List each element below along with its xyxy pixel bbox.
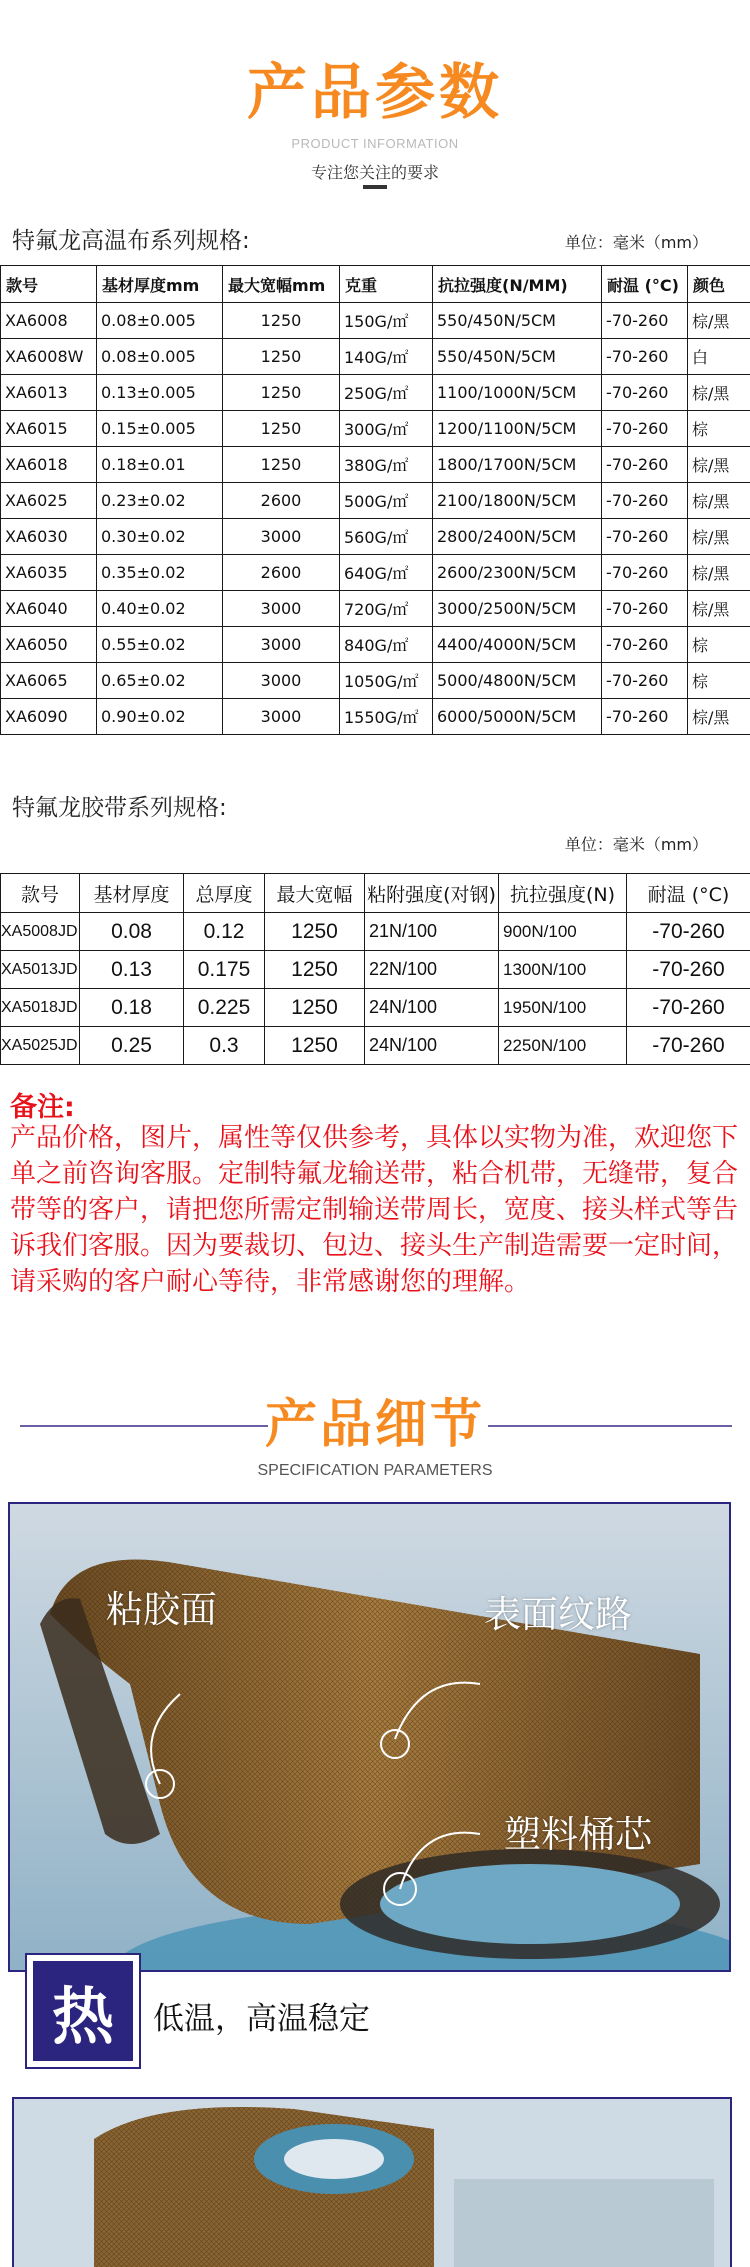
table-row [1,339,750,375]
table-cell: 白 [688,339,750,375]
table-cell: 0.08 [80,913,184,951]
table-cell: 0.15±0.005 [97,411,223,447]
table-cell: -70-260 [602,627,688,663]
table-cell: XA5013JD [1,951,80,989]
tape-series-unit: 单位：毫米（mm） [564,835,708,854]
table-cell: 1250 [223,303,340,339]
table-cell: 1100/1000N/5CM [433,375,602,411]
table-cell: XA6008W [1,339,97,375]
table-cell: 1250 [265,1027,365,1065]
col-header: 克重 [340,266,433,303]
table-cell: -70-260 [602,339,688,375]
table-cell: 1250 [265,989,365,1027]
col-header: 款号 [1,266,97,303]
table-cell: -70-260 [602,483,688,519]
table-row [1,375,750,411]
table-row [1,1027,750,1065]
table-row [1,519,750,555]
col-header: 基材厚度 [80,874,184,913]
table-cell: 棕/黑 [688,447,750,483]
table-cell: 0.40±0.02 [97,591,223,627]
table-cell: 1550G/㎡ [340,699,433,735]
page-title: 产品参数 [247,58,503,128]
table-row [1,591,750,627]
table-cell: XA6090 [1,699,97,735]
table-cell: -70-260 [602,663,688,699]
table-cell: 棕 [688,627,750,663]
feature-badge: 热 [27,1955,139,2067]
table-row [1,951,750,989]
table-cell: 0.225 [184,989,265,1027]
table-cell: 1250 [265,913,365,951]
table-cell: 3000 [223,591,340,627]
table-cell: 棕/黑 [688,483,750,519]
table-cell: 棕 [688,663,750,699]
table-cell: 0.65±0.02 [97,663,223,699]
table-cell: 0.35±0.02 [97,555,223,591]
table-cell: 1200/1100N/5CM [433,411,602,447]
details-title: 产品细节 [264,1395,485,1455]
table-cell: -70-260 [602,591,688,627]
table-cell: -70-260 [602,555,688,591]
col-header: 最大宽幅mm [223,266,340,303]
cloth-spec-table [0,265,750,735]
table-cell: 棕/黑 [688,303,750,339]
table-cell: 棕 [688,411,750,447]
label-surface-texture: 表面纹路 [484,1593,632,1636]
table-cell: 380G/㎡ [340,447,433,483]
table-cell: 3000 [223,519,340,555]
table-cell: 500G/㎡ [340,483,433,519]
table-cell: XA6018 [1,447,97,483]
table-row [1,627,750,663]
table-cell: -70-260 [602,375,688,411]
table-cell: 0.25 [80,1027,184,1065]
table-cell: 棕/黑 [688,555,750,591]
table-cell: 2600/2300N/5CM [433,555,602,591]
tape-roll-illustration [10,1504,731,1972]
col-header: 总厚度 [184,874,265,913]
page-tagline: 专注您关注的要求 [310,163,439,182]
table-cell: XA5025JD [1,1027,80,1065]
table-cell: 棕/黑 [688,591,750,627]
table-cell: 棕/黑 [688,699,750,735]
table-cell: 3000 [223,699,340,735]
table-cell: 0.30±0.02 [97,519,223,555]
table-cell: 300G/㎡ [340,411,433,447]
table-cell: 0.175 [184,951,265,989]
page-subtitle-en: PRODUCT INFORMATION [291,136,459,151]
label-adhesive-side: 粘胶面 [106,1588,217,1631]
table-cell: 2800/2400N/5CM [433,519,602,555]
table-cell: 720G/㎡ [340,591,433,627]
table-cell: 4400/4000N/5CM [433,627,602,663]
table-cell: 1250 [223,339,340,375]
details-subtitle-en: SPECIFICATION PARAMETERS [257,1462,493,1479]
table-cell: -70-260 [602,699,688,735]
table-cell: XA6035 [1,555,97,591]
notes-text: 产品价格，图片，属性等仅供参考，具体以实物为准，欢迎您下单之前咨询客服。定制特氟龙输送带，粘合机带，无缝带，复合带等的客户，请把您所需定制输送带周长，宽度、接头样式等告诉我们客服。因为要裁切、包边、接头生产制造需要一定时间，请采购的客户耐心等待，非常感谢您的理解。 [10,1123,739,1297]
table-row [1,447,750,483]
table-cell: XA6030 [1,519,97,555]
product-photo-tape-roll [8,1502,731,1972]
table-cell: 5000/4800N/5CM [433,663,602,699]
table-cell: XA6025 [1,483,97,519]
table-cell: XA5018JD [1,989,80,1027]
table-cell: -70-260 [627,913,750,951]
col-header: 基材厚度mm [97,266,223,303]
table-cell: -70-260 [602,411,688,447]
table-cell: 1250 [265,951,365,989]
table-cell: 640G/㎡ [340,555,433,591]
table-cell: 1250 [223,375,340,411]
table-cell: XA5008JD [1,913,80,951]
table-row [1,555,750,591]
table-row [1,699,750,735]
col-header: 最大宽幅 [265,874,365,913]
table-cell: 0.13 [80,951,184,989]
title-underline [363,185,387,189]
table-cell: 0.08±0.005 [97,339,223,375]
table-cell: 140G/㎡ [340,339,433,375]
table-cell: XA6008 [1,303,97,339]
table-row [1,913,750,951]
tape-spec-table [0,873,750,1065]
table-cell: XA6013 [1,375,97,411]
tape-closeup-illustration [14,2099,732,2267]
table-row [1,411,750,447]
table-row [1,303,750,339]
col-header: 颜色 [688,266,750,303]
table-cell: 3000 [223,627,340,663]
table-cell: 3000 [223,663,340,699]
table-cell: 560G/㎡ [340,519,433,555]
notes-heading: 备注: [10,1092,75,1123]
table-cell: 550/450N/5CM [433,339,602,375]
table-cell: 1250 [223,411,340,447]
table-cell: 2600 [223,483,340,519]
cloth-series-title: 特氟龙高温布系列规格: [12,228,250,254]
table-cell: 900N/100 [499,913,627,951]
table-cell: 1950N/100 [499,989,627,1027]
table-cell: 1300N/100 [499,951,627,989]
product-photo-tape-closeup [12,2097,732,2267]
table-cell: 2600 [223,555,340,591]
table-cell: 0.18±0.01 [97,447,223,483]
table-cell: XA6065 [1,663,97,699]
table-cell: 0.3 [184,1027,265,1065]
table-cell: 0.08±0.005 [97,303,223,339]
table-cell: 棕/黑 [688,375,750,411]
table-cell: -70-260 [602,447,688,483]
col-header: 粘附强度(对钢) [365,874,499,913]
table-cell: 1250 [223,447,340,483]
table-cell: 0.13±0.005 [97,375,223,411]
table-cell: 24N/100 [365,1027,499,1065]
table-cell: 3000/2500N/5CM [433,591,602,627]
table-cell: -70-260 [627,1027,750,1065]
table-cell: XA6040 [1,591,97,627]
table-row [1,483,750,519]
label-plastic-core: 塑料桶芯 [504,1813,652,1856]
cloth-series-unit: 单位：毫米（mm） [564,233,708,252]
feature-text: 低温，高温稳定 [153,2001,370,2037]
col-header: 抗拉强度(N) [499,874,627,913]
table-cell: 840G/㎡ [340,627,433,663]
table-cell: 2100/1800N/5CM [433,483,602,519]
table-cell: 0.23±0.02 [97,483,223,519]
table-cell: 250G/㎡ [340,375,433,411]
tape-series-title: 特氟龙胶带系列规格: [12,795,227,821]
table-cell: 1050G/㎡ [340,663,433,699]
table-cell: 0.90±0.02 [97,699,223,735]
table-cell: 550/450N/5CM [433,303,602,339]
table-cell: 棕/黑 [688,519,750,555]
table-row [1,663,750,699]
table-cell: 21N/100 [365,913,499,951]
table-cell: 150G/㎡ [340,303,433,339]
table-cell: XA6050 [1,627,97,663]
table-cell: 1800/1700N/5CM [433,447,602,483]
table-cell: 0.55±0.02 [97,627,223,663]
table-cell: 6000/5000N/5CM [433,699,602,735]
table-row [1,989,750,1027]
table-cell: 2250N/100 [499,1027,627,1065]
table-cell: 0.18 [80,989,184,1027]
table-cell: 0.12 [184,913,265,951]
col-header: 耐温 (°C) [602,266,688,303]
table-cell: 22N/100 [365,951,499,989]
table-cell: 24N/100 [365,989,499,1027]
col-header: 款号 [1,874,80,913]
table-cell: -70-260 [627,989,750,1027]
table-cell: XA6015 [1,411,97,447]
col-header: 耐温 (°C) [627,874,750,913]
table-cell: -70-260 [602,303,688,339]
table-cell: -70-260 [627,951,750,989]
table-cell: -70-260 [602,519,688,555]
col-header: 抗拉强度(N/MM) [433,266,602,303]
